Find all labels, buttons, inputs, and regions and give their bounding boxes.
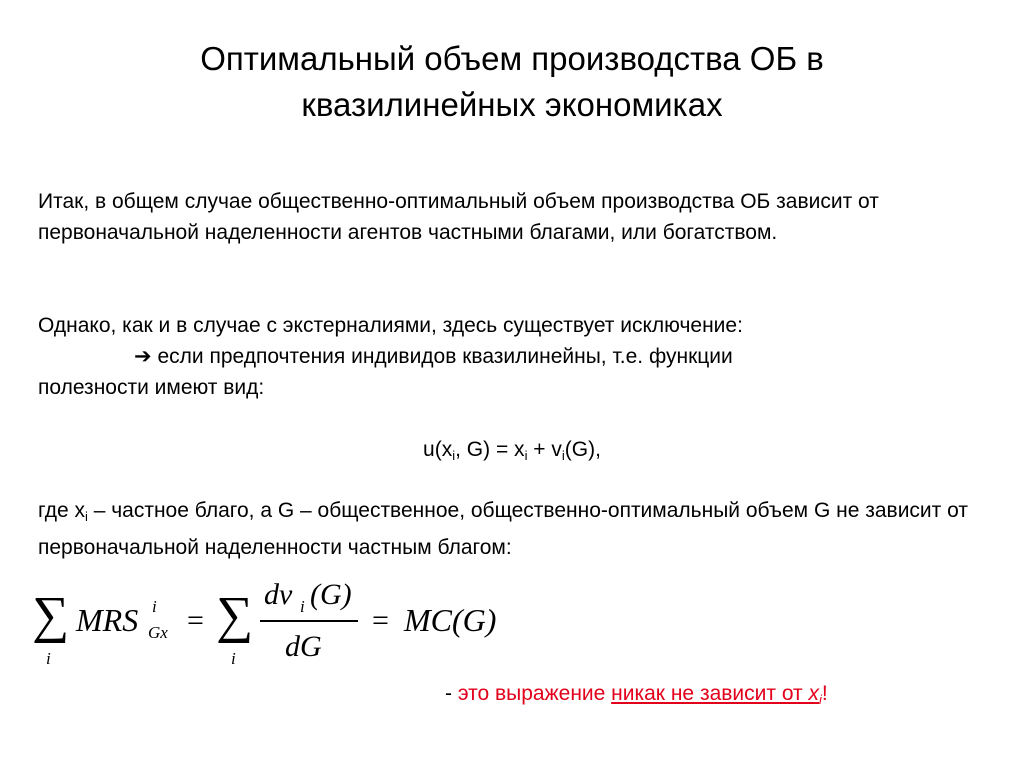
mrs-subscript: Gx	[148, 623, 168, 642]
fraction-numerator-sub: i	[300, 597, 305, 616]
paragraph-wealth-dependence: Итак, в общем случае общественно-оптимальный объем производства ОБ зависит от первоначальной наделенности агентов частными благами, или богатством.	[38, 190, 879, 244]
private-good-prefix: где x	[38, 499, 85, 522]
samuelson-formula	[30, 572, 530, 672]
private-good-sub: i	[84, 509, 88, 524]
exception-line-1: Однако, как и в случае с экстерналиями, здесь существует исключение:	[38, 314, 743, 337]
sum-symbol-left: ∑	[32, 587, 70, 644]
fraction-numerator-arg: (G)	[310, 578, 352, 611]
title-line-1: Оптимальный объем производства ОБ в	[200, 40, 824, 77]
remark-text: это выражение	[457, 682, 612, 705]
mrs-superscript: i	[152, 597, 157, 616]
fraction-numerator: dv	[264, 578, 293, 611]
utility-formula-sub-2: i	[524, 448, 528, 463]
equals-sign-2: =	[372, 604, 389, 637]
slide-title	[100, 36, 924, 128]
remark-variable: x	[808, 682, 819, 705]
title-line-2: квазилинейных экономиках	[301, 86, 723, 123]
sum-index-left: i	[46, 649, 51, 668]
remark-emphasis-text: никак не зависит от	[611, 682, 809, 705]
fraction-bar	[260, 620, 358, 622]
exception-line-2	[38, 341, 988, 372]
fraction-denominator: dG	[285, 630, 322, 663]
utility-formula-sub-1: i	[452, 448, 456, 463]
mrs-term: MRS	[76, 602, 139, 638]
paragraph-private-good	[38, 495, 988, 563]
remark-dash: -	[445, 682, 458, 705]
private-good-rest: – частное благо, а G – общественное, общественно-оптимальный объем G не зависит от первоначальной наделенности частным благом:	[38, 499, 968, 559]
remark-variable-sub: i	[819, 692, 822, 707]
sum-symbol-right: ∑	[216, 587, 254, 644]
utility-formula-part-1: u(x	[423, 438, 453, 461]
arrow-right-icon: ➔	[134, 345, 152, 368]
equals-sign-1: =	[187, 604, 204, 637]
utility-formula-sub-3: i	[561, 448, 565, 463]
paragraph-exception	[38, 310, 988, 403]
utility-formula	[0, 436, 1024, 470]
utility-formula-part-2: , G) = x	[455, 438, 525, 461]
remark-emphasis	[611, 682, 822, 705]
utility-formula-part-4: (G),	[564, 438, 601, 461]
sum-index-right: i	[231, 649, 236, 668]
remark-note	[445, 680, 828, 714]
exception-line-2-text: если предпочтения индивидов квазилинейны, т.е. функции	[157, 345, 733, 368]
utility-formula-part-3: + v	[527, 438, 562, 461]
remark-end: !	[821, 682, 828, 705]
exception-line-3: полезности имеют вид:	[38, 376, 265, 399]
marginal-cost-term: MC(G)	[404, 602, 497, 638]
